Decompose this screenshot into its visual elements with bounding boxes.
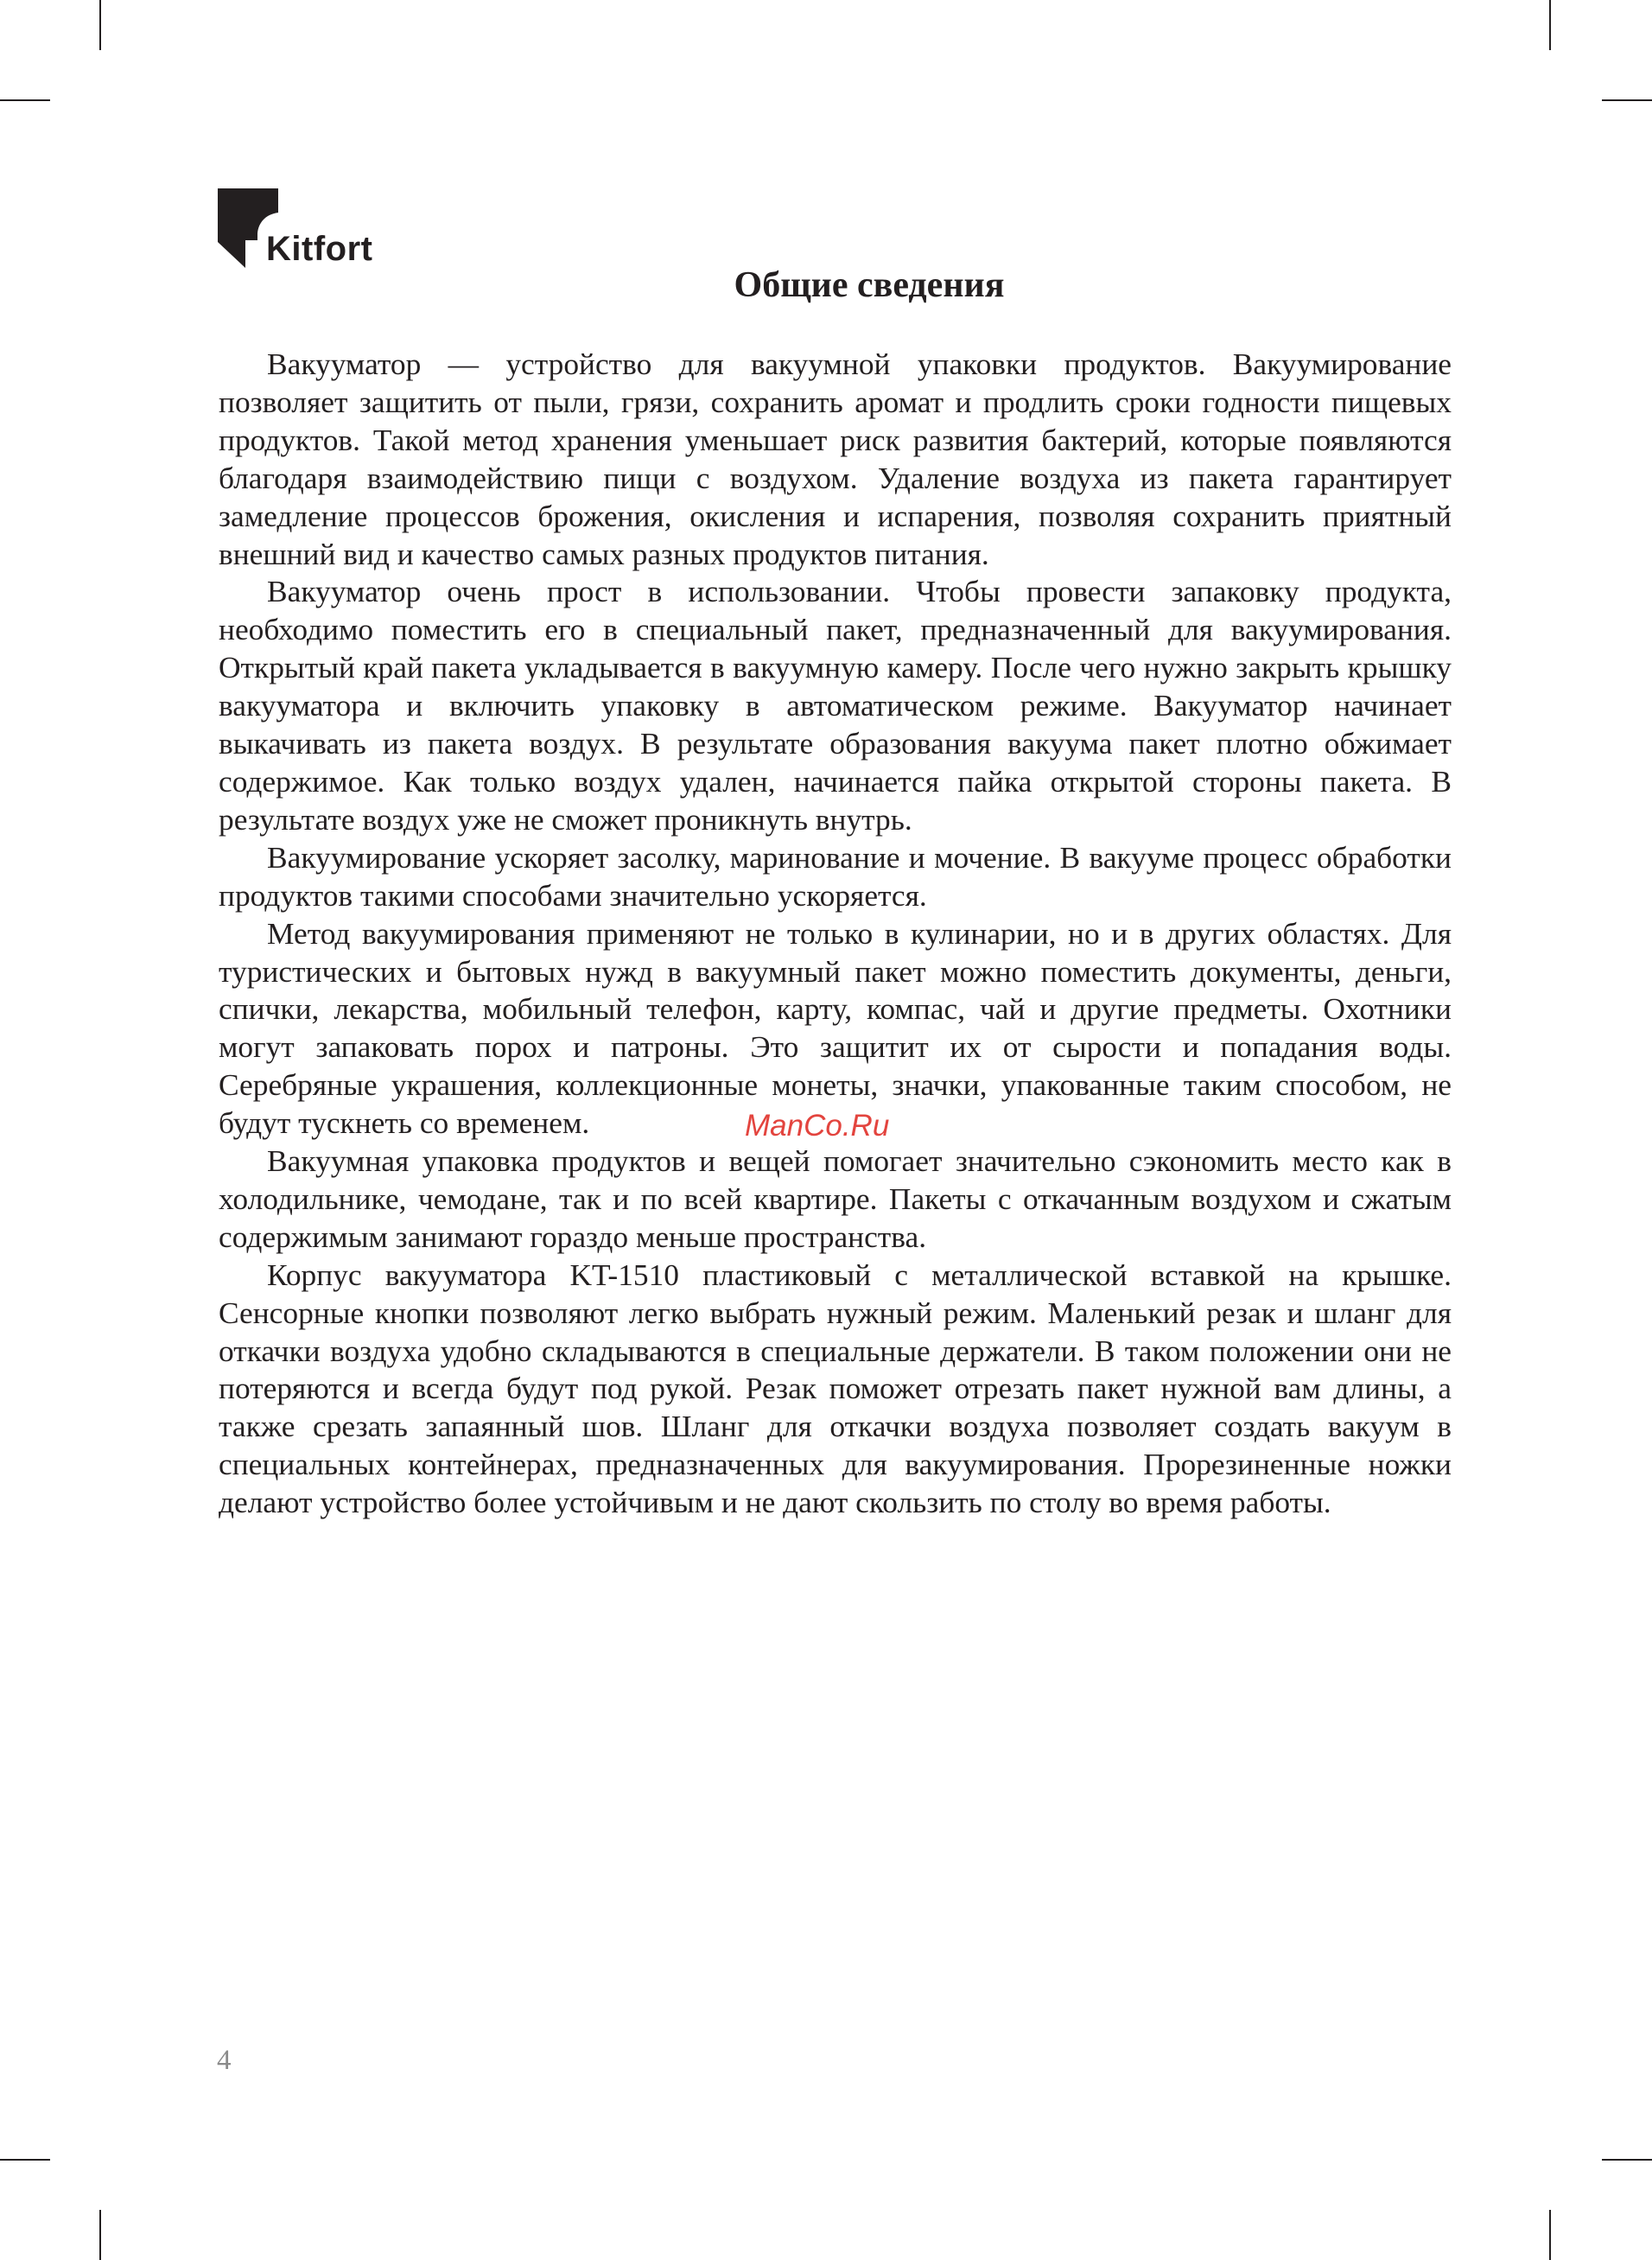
crop-mark-top-left-vertical (99, 0, 101, 50)
crop-mark-top-right-vertical (1549, 0, 1551, 50)
brand-name: Kitfort (266, 230, 373, 268)
paragraph: Корпус вакууматора KT-1510 пластиковый с металлической вставкой на крышке. Сенсорные кнопки позволяют легко выбрать нужный режим. Маленький резак и шланг для откачки воздуха удобно складываются в специальные держатели. В таком положении они не потеряются и всегда будут под рукой. Резак поможет отрезать пакет нужной вам длины, а также срезать запаянный шов. Шланг для откачки воздуха позволяет создать вакуум в специальных контейнерах, предназначенных для вакуумирования. Прорезиненные ножки делают устройство более устойчивым и не дают скользить по столу во время работы. (219, 1257, 1452, 1520)
brand-logo (218, 188, 391, 275)
page-title: Общие сведения (734, 265, 1005, 305)
paragraph: Вакууматор очень прост в использовании. Чтобы провести запаковку продукта, необходимо поместить его в специальный пакет, предназначенный для вакуумирования. Открытый край пакета укладывается в вакуумную камеру. После чего нужно закрыть крышку вакууматора и включить упаковку в автоматическом режиме. Вакууматор начинает выкачивать из пакета воздух. В результате образования вакуума пакет плотно обжимает содержимое. Как только воздух удален, начинается пайка открытой стороны пакета. В результате воздух уже не сможет проникнуть внутрь. (219, 574, 1452, 837)
watermark: ManCo.Ru (745, 1109, 890, 1143)
paragraph: Вакууматор — устройство для вакуумной упаковки продуктов. Вакуумирование позволяет защитить от пыли, грязи, сохранить аромат и продлить сроки годности пищевых продуктов. Такой метод хранения уменьшает риск развития бактерий, которые появляются благодаря взаимодействию пищи с воздухом. Удаление воздуха из пакета гарантирует замедление процессов брожения, окисления и испарения, позволяя сохранить приятный внешний вид и качество самых разных продуктов питания. (219, 347, 1452, 571)
crop-mark-top-left-horizontal (0, 99, 50, 101)
paragraph: Метод вакуумирования применяют не только в кулинарии, но и в других областях. Для туристических и бытовых нужд в вакуумный пакет можно поместить документы, деньги, спички, лекарства, мобильный телефон, карту, компас, чай и другие предметы. Охотники могут запаковать порох и патроны. Это защитит их от сырости и попадания воды. Серебряные украшения, коллекционные монеты, значки, упакованные таким способом, не будут тускнеть со временем. (219, 915, 1452, 1141)
paragraph: Вакуумная упаковка продуктов и вещей помогает значительно сэкономить место как в холодильнике, чемодане, так и по всей квартире. Пакеты с откачанным воздухом и сжатым содержимым занимают гораздо меньше пространства. (219, 1143, 1452, 1254)
body-text (219, 346, 1452, 1522)
crop-mark-top-right-horizontal (1602, 99, 1652, 101)
crop-mark-bottom-right-horizontal (1602, 2159, 1652, 2161)
paragraph: Вакуумирование ускоряет засолку, маринование и мочение. В вакууме процесс обработки продуктов такими способами значительно ускоряется. (219, 839, 1452, 913)
crop-mark-bottom-right-vertical (1549, 2210, 1551, 2260)
crop-mark-bottom-left-horizontal (0, 2159, 50, 2161)
crop-mark-bottom-left-vertical (99, 2210, 101, 2260)
page-number: 4 (217, 2045, 232, 2076)
